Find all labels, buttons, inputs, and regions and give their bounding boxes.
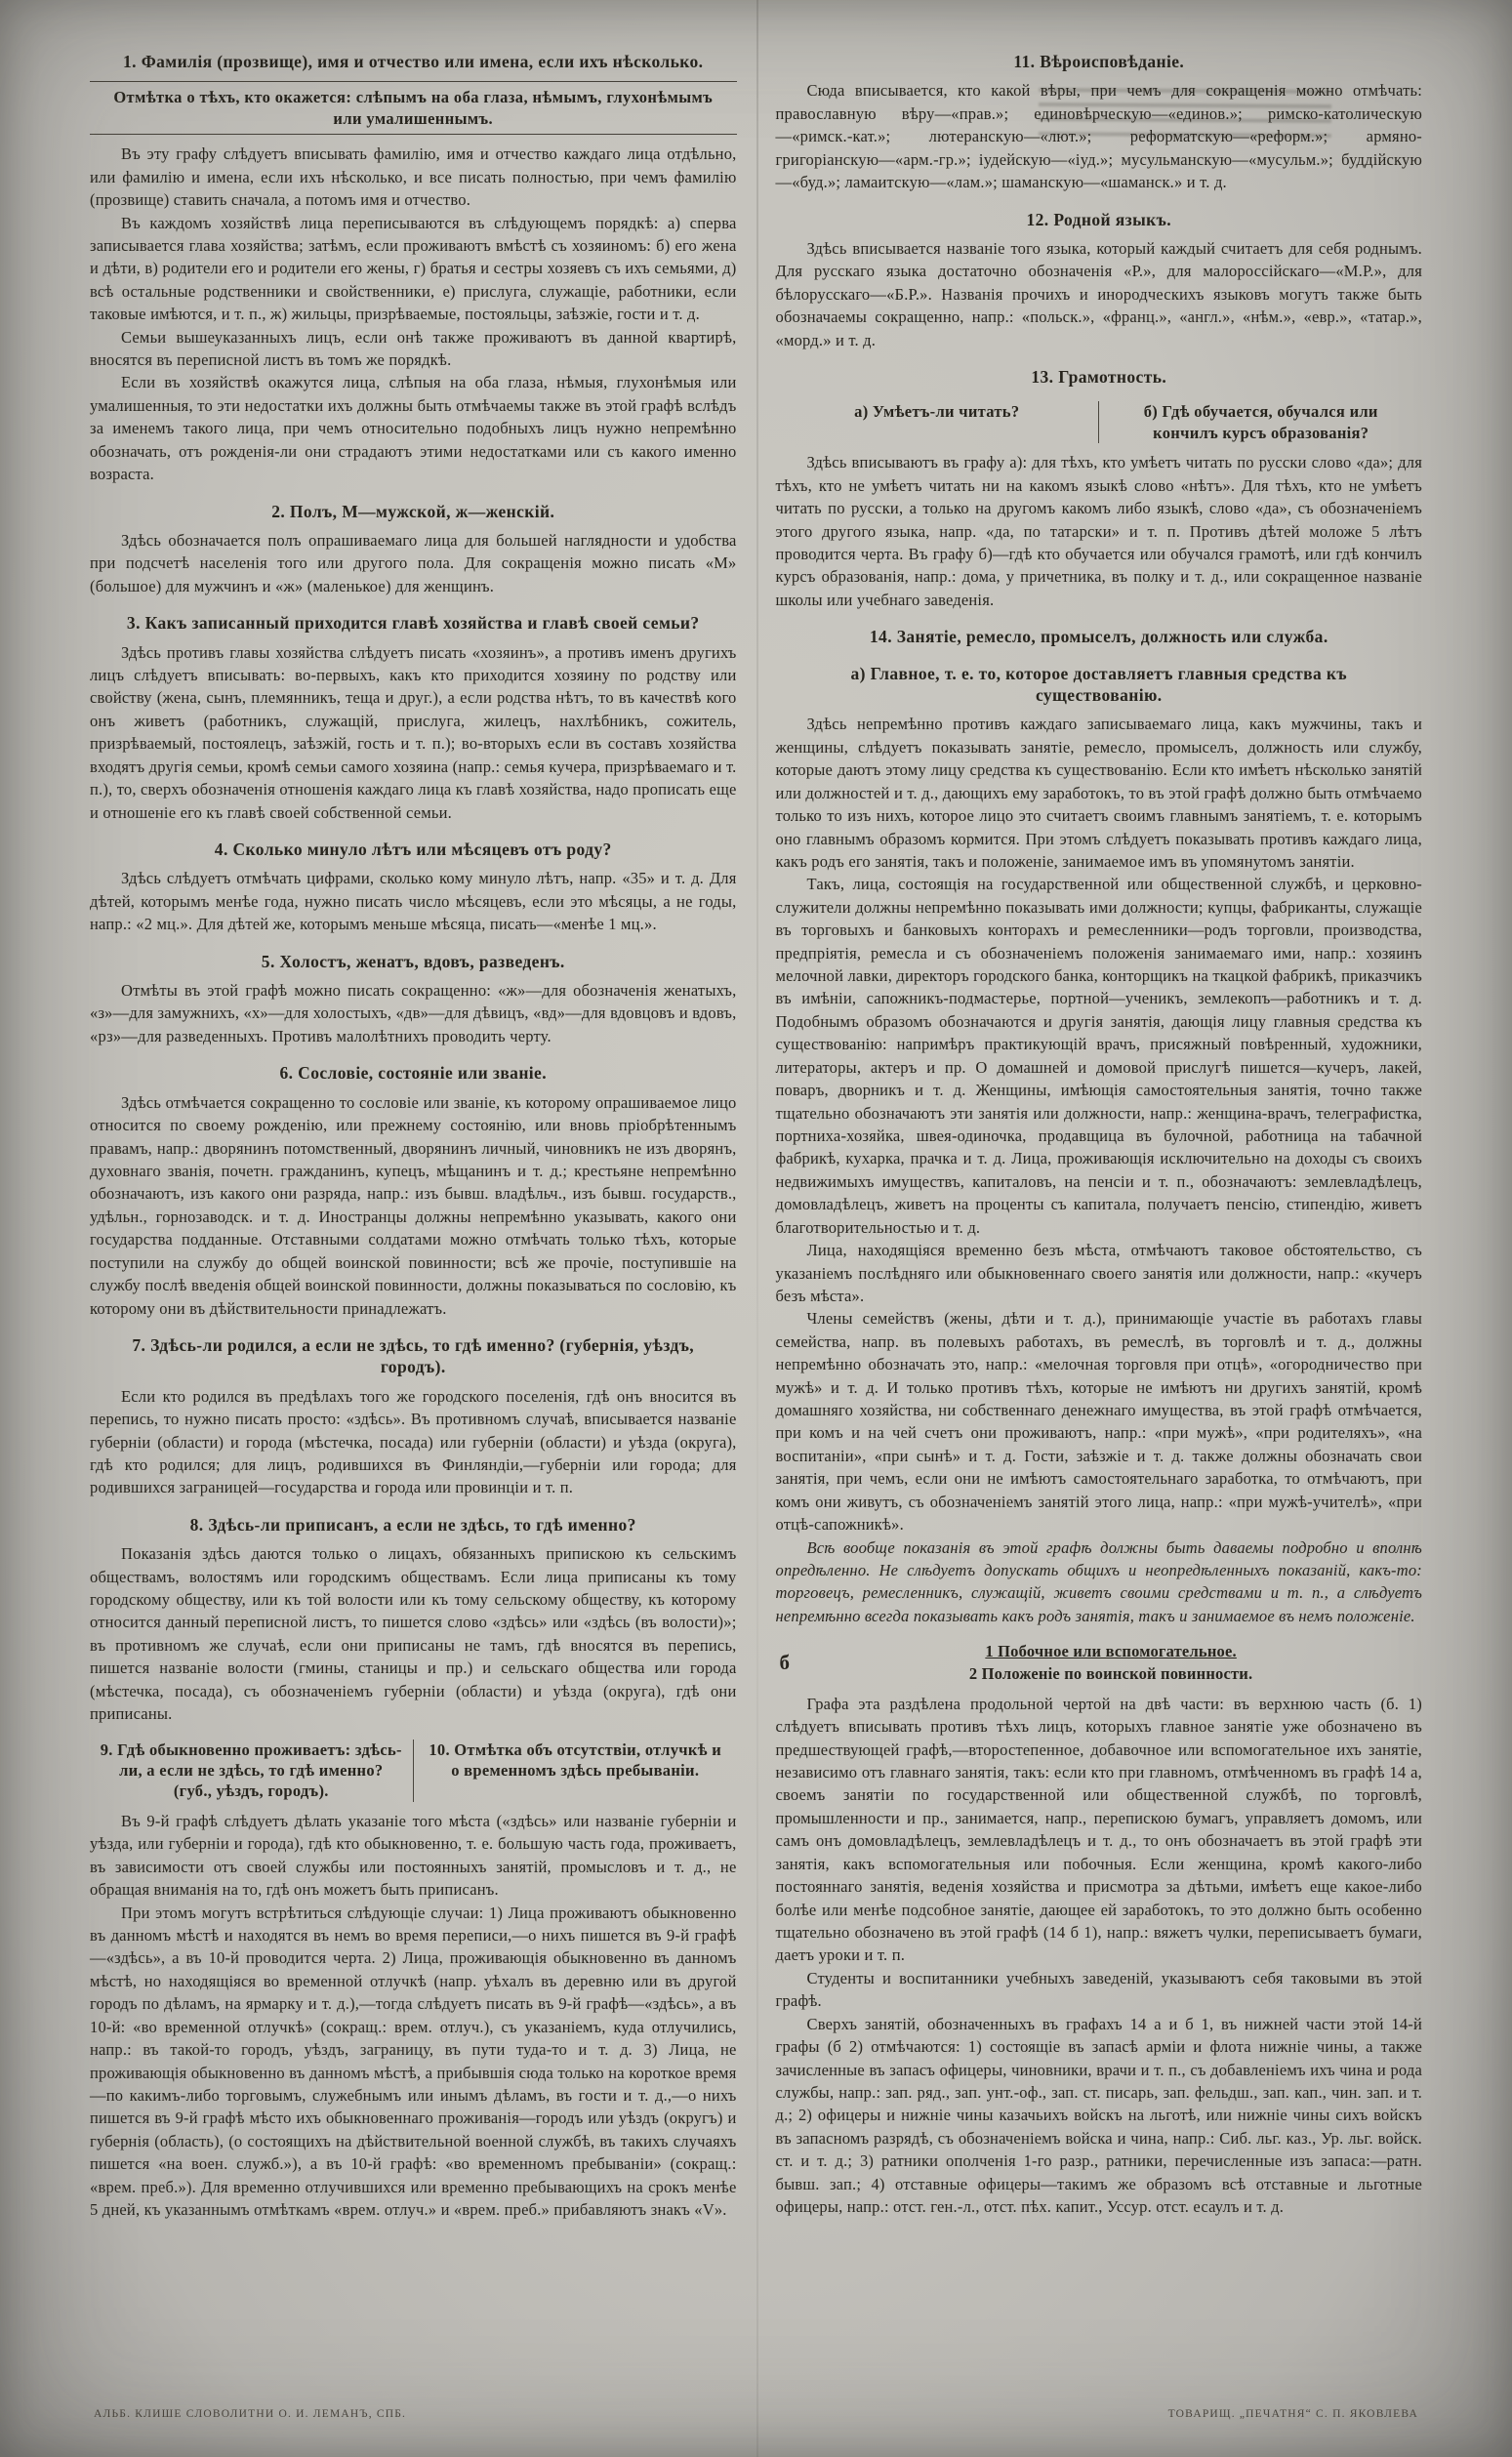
section-1 xyxy=(90,51,737,486)
section-11 xyxy=(776,51,1423,194)
paragraph: Если въ хозяйствѣ окажутся лица, слѣпыя на оба глаза, нѣмыя, глухонѣмыя или умалишенныя, то эти недостатки ихъ должны быть отмѣчаемы также въ этой графѣ вслѣдъ за именемъ такого лица, при чемъ относительно подобныхъ лицъ нужно непремѣнно обозначать, отъ рожденія-ли они страдаютъ этими недостатками или съ какого именно возраста. xyxy=(90,373,737,484)
section-12-heading: 12. Родной языкъ. xyxy=(1026,209,1172,229)
section-14b1-heading: 1 Побочное или вспомогательное. xyxy=(985,1642,1237,1661)
section-8-heading: 8. Здѣсь-ли приписанъ, а если не здѣсь, то гдѣ именно? xyxy=(189,1514,636,1535)
section-8 xyxy=(90,1514,737,1726)
section-13b-heading: б) Гдѣ обучается, обучался или кончилъ курсъ образованія? xyxy=(1143,402,1378,442)
section-10-heading: 10. Отмѣтка объ отсутствіи, отлучкѣ и о временномъ здѣсь пребываніи. xyxy=(429,1740,722,1781)
label-b: б xyxy=(779,1650,791,1674)
section-2-heading: 2. Полъ, М—мужской, ж—женскій. xyxy=(271,501,555,521)
section-12 xyxy=(776,209,1423,352)
section-3 xyxy=(90,612,737,824)
section-14a-heading: а) Главное, т. е. то, которое доставляетъ главныя средства къ существованію. xyxy=(850,663,1348,705)
page-content xyxy=(90,51,1422,2364)
section-5-heading: 5. Холостъ, женатъ, вдовъ, разведенъ. xyxy=(261,951,565,971)
paragraph-emphasis: Всѣ вообще показанія въ этой графѣ должны быть даваемы подробно и вполнѣ опредѣленно. Не слѣдуетъ допускать общихъ и неопредѣленныхъ показаній, какъ-то: торговецъ, ремесленникъ, служащій, живетъ своими средствами и т. п., а слѣдуетъ непремѣнно всегда показывать какъ родъ занятія, такъ и занимаемое въ немъ положеніе. xyxy=(775,1537,1422,1625)
paragraph: Такъ, лица, состоящія на государственной или общественной службѣ, и церковно-служители должны непремѣнно показывать ими должности; купцы, фабриканты, служащіе въ торговыхъ и банковыхъ конторахъ и ремесленники—родъ торговли, производства, предпріятія, ремесла и съ обозначеніемъ положенія занимаемаго ими, напр.: хозяинъ мелочной лавки, директоръ городского банка, конторщикъ на ткацкой фабрикѣ, приказчикъ въ имѣніи, сапожникъ-подмастерье, портной—ученикъ, землекопъ—работникъ и т. д. Подобнымъ образомъ обозначаются и другія занятія, дающія лицу главныя средства къ существованію: напримѣръ практикующій врачъ, присяжный повѣренный, художники, литераторы, актеръ и пр. О домашней и домовой прислугѣ пишется—кучеръ, лакей, поваръ, дворникъ и т. д. Женщины, имѣющія самостоятельныя занятія, точно также тщательно обозначаютъ эти занятія или должности, напр.: женщина-врачъ, телеграфистка, портниха-хозяйка, швея-одиночка, продавщица въ булочной, работница на табачной фабрикѣ, кухарка, прачка и т. д. Лица, проживающія исключительно на доходы съ своихъ недвижимыхъ имуществъ, капиталовъ, на пенсіи и т. п., обозначаютъ: землевладѣлецъ, домовладѣлецъ, живетъ на проценты съ капитала, получаетъ пенсію, стипендію, живетъ благотворительностью и т. д. xyxy=(775,875,1422,1237)
section-2 xyxy=(90,501,737,598)
section-14b xyxy=(776,1641,1423,2218)
section-7 xyxy=(90,1334,737,1499)
paragraph: Въ 9-й графѣ слѣдуетъ дѣлать указаніе того мѣста («здѣсь» или названіе губерніи и уѣзда, или губерніи и города), гдѣ кто обыкновенно, т. е. большую часть года, проживаетъ, въ зависимости отъ своей службы или постоянныхъ занятій, промысловъ и т. д., не обращая вниманія на то, гдѣ онъ можетъ быть приписанъ. xyxy=(90,1811,737,1900)
heading-pair-9-10 xyxy=(90,1740,737,1802)
paragraph: Здѣсь вписывается названіе того языка, который каждый считаетъ для себя роднымъ. Для русскаго языка достаточно обозначенія «Р.», для малороссійскаго—«М.Р.», для бѣлорусскаго—«Б.Р.». Названія прочихъ и инородческихъ языковъ могутъ также быть обозначаемы сокращенно, напр.: «польск.», «франц.», «англ.», «нѣм.», «евр.», «татар.», «морд.» и т. д. xyxy=(775,238,1422,349)
section-14 xyxy=(776,626,1423,1627)
section-6 xyxy=(90,1062,737,1320)
paragraph: Студенты и воспитанники учебныхъ заведеній, указываютъ себя таковыми въ этой графѣ. xyxy=(775,1968,1422,2011)
paragraph: Если кто родился въ предѣлахъ того же городского поселенія, гдѣ онъ вносится въ перепись, то нужно писать просто: «здѣсь». Въ противномъ случаѣ, вписывается названіе губерніи (области) и города (мѣстечка, посада) или губерніи (области) и уѣзда (округа), гдѣ кто родился; для лицъ, родившихся въ Финляндіи,—губерніи или города; для родившихся заграницей—государства и города или провинціи и т. п. xyxy=(90,1386,737,1497)
paragraph: Отмѣты въ этой графѣ можно писать сокращенно: «ж»—для обозначенія женатыхъ, «з»—для замужнихъ, «х»—для холостыхъ, «дв»—для дѣвицъ, «вд»—для вдовцовъ и вдовъ, «рз»—для разведенныхъ. Противъ малолѣтнихъ проводить черту. xyxy=(90,981,737,1045)
section-13 xyxy=(776,366,1423,611)
b-heading-lines xyxy=(799,1641,1422,1685)
paragraph: Въ каждомъ хозяйствѣ лица переписываются въ слѣдующемъ порядкѣ: а) сперва записывается глава хозяйства; затѣмъ, если проживаютъ вмѣстѣ съ хозяиномъ: б) его жена и дѣти, в) родители его и родители его жены, г) братья и сестры хозяевъ съ ихъ семьями, д) всѣ остальные родственники и свойственники, е) прислуга, служащіе, работники, если таковые имѣются, и т. п., ж) жильцы, призрѣваемые, постояльцы, заѣзжіе, гости и т. д. xyxy=(90,213,737,324)
section-5 xyxy=(90,951,737,1048)
section-14b-headings xyxy=(776,1641,1423,1685)
imprint-left: АЛЬБ. КЛИШЕ СЛОВОЛИТНИ О. И. ЛЕМАНЪ, СПБ. xyxy=(94,2408,407,2420)
section-14b2-heading: 2 Положеніе по воинской повинности. xyxy=(968,1663,1253,1683)
section-11-heading: 11. Вѣроисповѣданіе. xyxy=(1013,52,1185,71)
paragraph: Здѣсь вписываютъ въ графу а): для тѣхъ, кто умѣетъ читать по русски слово «да»; для тѣхъ, кто не умѣетъ читать ни на какомъ языкѣ слово «нѣтъ». Для тѣхъ, кто не умѣетъ читать по русски, а только на другомъ какомъ либо языкѣ, слово «да», съ обозначеніемъ этого другого языка, напр. «да, по татарски» и т. п. Противъ дѣтей моложе 5 лѣтъ проводится черта. Въ графу б)—гдѣ кто обучается или обучался грамотѣ, или гдѣ кончилъ курсъ образованія, напр.: дома, у причетника, въ полку и т. д., или сокращенное названіе школы или учебнаго заведенія. xyxy=(775,453,1422,609)
paragraph: Сюда вписывается, кто какой вѣры, при чемъ для сокращенія можно отмѣчать: православную вѣру—«прав.»; единовѣрческую—«единов.»; римско-католическую—«римск.-кат.»; лютеранскую—«лют.»; реформатскую—«реформ.»; армяно-григоріанскую—«арм.-гр.»; іудейскую—«іуд.»; мусульманскую—«мусульм.»; буддійскую—«буд.»; ламаитскую—«лам.»; шаманскую—«шаманск.» и т. д. xyxy=(775,81,1422,192)
paragraph: Графа эта раздѣлена продольной чертой на двѣ части: въ верхнюю часть (б. 1) слѣдуетъ вписывать противъ тѣхъ лицъ, которыхъ главное занятіе уже обозначено въ предшествующей графѣ,—второстепенное, добавочное или вспомогательное ихъ занятіе, независимо отъ главнаго занятія, такъ: если кто при главномъ, отмѣченномъ въ графѣ 14 а, своемъ занятіи по государственной или общественной службѣ, по торговлѣ, промышленности и пр., занимается, напр., перепискою бумагъ, управляетъ домомъ, или самъ онъ домовладѣлецъ, землевладѣлецъ и т. д., то онъ обозначаетъ въ этой графѣ эти занятія, какъ вспомогательныя или побочныя. Если женщина, кромѣ какого-либо постояннаго занятія, веденія хозяйства и присмотра за дѣтьми, имѣетъ еще какое-либо болѣе или менѣе подсобное занятіе, дающее ей заработокъ, то это должно быть особенно тщательно обозначено въ этой графѣ (14 б 1), напр.: вяжетъ чулки, переписываетъ бумаги, даетъ уроки и т. п. xyxy=(775,1694,1422,1965)
paragraph: Семьи вышеуказанныхъ лицъ, если онѣ также проживаютъ въ данной квартирѣ, вносятся въ переписной листъ въ томъ же порядкѣ. xyxy=(90,327,737,370)
heading-pair-13ab xyxy=(776,401,1423,443)
paragraph: Здѣсь слѣдуетъ отмѣчать цифрами, сколько кому минуло лѣтъ, напр. «35» и т. д. Для дѣтей, которымъ менѣе года, нужно писать число мѣсяцевъ, если это мѣсяцы, а не годы, напр.: «2 мц.». Для дѣтей же, которымъ меньше мѣсяца, писать—«менѣе 1 мц.». xyxy=(90,869,737,934)
paragraph: Здѣсь отмѣчается сокращенно то сословіе или званіе, къ которому опрашиваемое лицо относится по своему рожденію, или прежнему состоянію, или вновь пріобрѣтеннымъ правамъ, напр.: дворянинъ потомственный, дворянинъ личный, чиновникъ не изъ дворянъ, духовнаго званія, почетн. гражданинъ, купецъ, мѣщанинъ и т. д.; крестьяне непремѣнно обозначаютъ, изъ какого они разряда, напр.: изъ бывш. владѣльч., изъ бывш. государств., удѣльн., горнозаводск. и т. д. Иностранцы должны непремѣнно указывать, какого они государства подданные. Отставными солдатами можно отмѣчать только тѣхъ, которые поступили на службу до общей воинской повинности; всѣ же прочіе, поступившіе на службу послѣ введенія общей воинской повинности, должны показываться по сословію, къ которому они въ дѣйствительности принадлежатъ. xyxy=(90,1092,737,1318)
right-column xyxy=(776,51,1423,2364)
imprint-right: ТОВАРИЩ. „ПЕЧАТНЯ“ С. П. ЯКОВЛЕВА xyxy=(1167,2408,1418,2420)
left-column xyxy=(90,51,737,2364)
section-13a-heading: а) Умѣетъ-ли читать? xyxy=(854,402,1020,422)
section-13-heading: 13. Грамотность. xyxy=(1031,367,1167,387)
section-7-heading: 7. Здѣсь-ли родился, а если не здѣсь, то гдѣ именно? (губернія, уѣздъ, городъ). xyxy=(132,1334,695,1377)
paragraph: Здѣсь обозначается полъ опрашиваемаго лица для большей наглядности и удобства при подсчетѣ населенія того или другого пола. Для сокращенія можно писать «М» (большое) для мужчинъ и «ж» (маленькое) для женщинъ. xyxy=(90,530,737,595)
paragraph: Здѣсь непремѣнно противъ каждаго записываемаго лица, какъ мужчины, такъ и женщины, слѣдуетъ показывать занятіе, ремесло, промыселъ, должность или службу, которые даютъ этому лицу средства къ существованію. Если кто имѣетъ нѣсколько занятій или должностей и т. д., дающихъ ему заработокъ, то въ этой графѣ должно быть отмѣчаемо только то изъ нихъ, которое лицо это считаетъ своимъ главнымъ занятіемъ, т. е. которымъ оно главнымъ образомъ кормится. При этомъ слѣдуетъ показывать противъ каждаго лица, какъ родъ его занятія, такъ и положеніе, занимаемое имъ въ упомянутомъ занятіи. xyxy=(775,715,1422,871)
paragraph: Въ эту графу слѣдуетъ вписывать фамилію, имя и отчество каждаго лица отдѣльно, или фамилію и имена, если ихъ нѣсколько, и все писать полностью, при чемъ фамилію (прозвище) ставить сначала, а потомъ имя и отчество. xyxy=(90,144,737,210)
paragraph: Здѣсь противъ главы хозяйства слѣдуетъ писать «хозяинъ», а противъ именъ другихъ лицъ слѣдуетъ вписывать: во-первыхъ, какъ кто приходится хозяину по родству или свойству (жена, сынъ, племянникъ, теща и друг.), а если родства нѣтъ, то въ качествѣ кого онъ живетъ (работникъ, служащій, прислуга, жилецъ, нахлѣбникъ, сожитель, призрѣваемый, постоялецъ, заѣзжій, гость и т. п.); во-вторыхъ если въ составъ хозяйства входятъ другія семьи, кромѣ семьи самого хозяина (напр.: семья кучера, призрѣваемаго и т. п.), то, сверхъ обозначенія отношенія каждаго лица къ главѣ хозяйства, надо прописать еще и отношеніе его къ главѣ своей собственной семьи. xyxy=(90,642,737,822)
section-9-heading: 9. Гдѣ обыкновенно проживаетъ: здѣсь-ли, а если не здѣсь, то гдѣ именно? (губ., уѣздъ, городъ). xyxy=(100,1740,402,1801)
paragraph: Сверхъ занятій, обозначенныхъ въ графахъ 14 а и б 1, въ нижней части этой 14-й графы (б 2) отмѣчаются: 1) состоящіе въ запасѣ арміи и флота нижніе чины, а также зачисленные въ запасъ офицеры, чиновники, врачи и т. п., съ добавленіемъ ихъ чина и рода службы, напр.: зап. ряд., зап. унт.-оф., зап. ст. писарь, зап. фельдш., зап. кап., чин. зап. и т. д.; 2) офицеры и нижніе чины казачьихъ войскъ на льготѣ, или нижніе чины сихъ войскъ въ запасномъ разрядѣ, съ обозначеніемъ войска и чина, напр.: Сиб. льг. каз., Ур. льг. войск. ст. и т. д.; 3) ратники ополченія 1-го разр., ратники, перечисленные изъ запаса:—ратн. бывш. зап.; 4) отставные офицеры—такимъ же образомъ всѣ отставные и льготные офицеры, напр.: отст. ген.-л., отст. пѣх. капит., Уссур. отст. есаулъ и т. д. xyxy=(775,2014,1422,2217)
section-1-heading: 1. Фамилія (прозвище), имя и отчество или имена, если ихъ нѣсколько. xyxy=(123,52,704,71)
section-4-heading: 4. Сколько минуло лѣтъ или мѣсяцевъ отъ роду? xyxy=(214,839,612,860)
section-4 xyxy=(90,839,737,936)
section-14-heading: 14. Занятіе, ремесло, промыселъ, должность или служба. xyxy=(869,627,1328,647)
paragraph: Лица, находящіяся временно безъ мѣста, отмѣчаютъ таковое обстоятельство, съ указаніемъ послѣдняго или обыкновеннаго своего занятія или должности, напр.: «кучеръ безъ мѣста». xyxy=(775,1241,1422,1305)
paragraph: При этомъ могутъ встрѣтиться слѣдующіе случаи: 1) Лица проживаютъ обыкновенно въ данномъ мѣстѣ и находятся въ немъ во время переписи,—о нихъ пишется въ 9-й графѣ—«здѣсь», а въ 10-й проводится черта. 2) Лица, проживающія обыкновенно въ данномъ мѣстѣ, но находящіяся во временной отлучкѣ (напр. уѣхалъ въ деревню или въ другой городъ по дѣламъ, на ярмарку и т. д.),—тогда слѣдуетъ писать въ 9-й графѣ—«здѣсь», а въ 10-й: «во временной отлучкѣ» (сокращ.: врем. отлуч.), съ указаніемъ, куда отлучились, напр.: въ такой-то городъ, уѣздъ, заграницу, въ пути туда-то и т. д. 3) Лица, не проживающія обыкновенно въ данномъ мѣстѣ, а прибывшія сюда только на короткое время—по какимъ-либо торговымъ, служебнымъ или инымъ дѣламъ, въ гости и т. д.,—о нихъ пишется въ 9-й графѣ мѣсто ихъ обыкновеннаго проживанія—городъ или уѣздъ (округъ) и губернія (область), (о состоящихъ на дѣйствительной военной службѣ, въ такихъ случаяхъ пишется «на воен. служб.»), а въ 10-й графѣ: «во временномъ пребываніи» (сокращ.: «врем. преб.»). Для временно отлучившихся или временно пребывающихъ на срокъ менѣе 5 дней, къ указаннымъ отмѣткамъ «врем. отлуч.» и «врем. преб.» прибавляютъ знакъ «V». xyxy=(90,1903,737,2220)
paragraph: Члены семействъ (жены, дѣти и т. д.), принимающіе участіе въ работахъ главы семейства, напр. въ полевыхъ работахъ, въ ремеслѣ, въ торговлѣ и т. д., должны непремѣнно обозначать это, напр.: «мелочная торговля при отцѣ», «огородничество при мужѣ» и т. д. И только противъ тѣхъ, которые не имѣютъ ни другихъ занятій, кромѣ домашняго хозяйства, ни собственнаго денежнаго имущества, въ этой графѣ отмѣчается, при комъ и на чей счетъ они проживаютъ, напр.: «при мужѣ», «при родителяхъ», «на воспитаніи», «при сынѣ» и т. д. Гости, заѣзжіе и т. д. также должны обозначать свои занятія, при чемъ, если они не имѣютъ самостоятельнаго заработка, то отмѣчаютъ, при комъ они живутъ, съ обозначеніемъ занятій этого лица, напр.: «при мужѣ-учителѣ», «при отцѣ-сапожникѣ». xyxy=(775,1309,1422,1535)
paragraph: Показанія здѣсь даются только о лицахъ, обязанныхъ припискою къ сельскимъ обществамъ, волостямъ или городскимъ обществамъ. Если лица приписаны къ тому городскому обществу, или къ той волости или къ тому сельскому обществу, къ которому относится данный переписной листъ, то пишется слово «здѣсь» или «здѣсь (въ волости)»; въ противномъ же случаѣ, если они приписаны не тамъ, гдѣ вносятся въ перепись, пишется названіе волости (гмины, станицы и пр.) и сельскаго общества или города (мѣстечка, посада), съ обозначеніемъ губерніи (области) и уѣзда (округа), гдѣ они приписаны. xyxy=(90,1544,737,1724)
section-6-heading: 6. Сословіе, состояніе или званіе. xyxy=(279,1063,548,1084)
section-9-10 xyxy=(90,1740,737,2222)
section-3-heading: 3. Какъ записанный приходится главѣ хозяйства и главѣ своей семьи? xyxy=(126,613,700,634)
disability-note: Отмѣтка о тѣхъ, кто окажется: слѣпымъ на оба глаза, нѣмымъ, глухонѣмымъ или умалишеннымъ. xyxy=(90,81,737,135)
imprint-footer xyxy=(94,2408,1418,2420)
